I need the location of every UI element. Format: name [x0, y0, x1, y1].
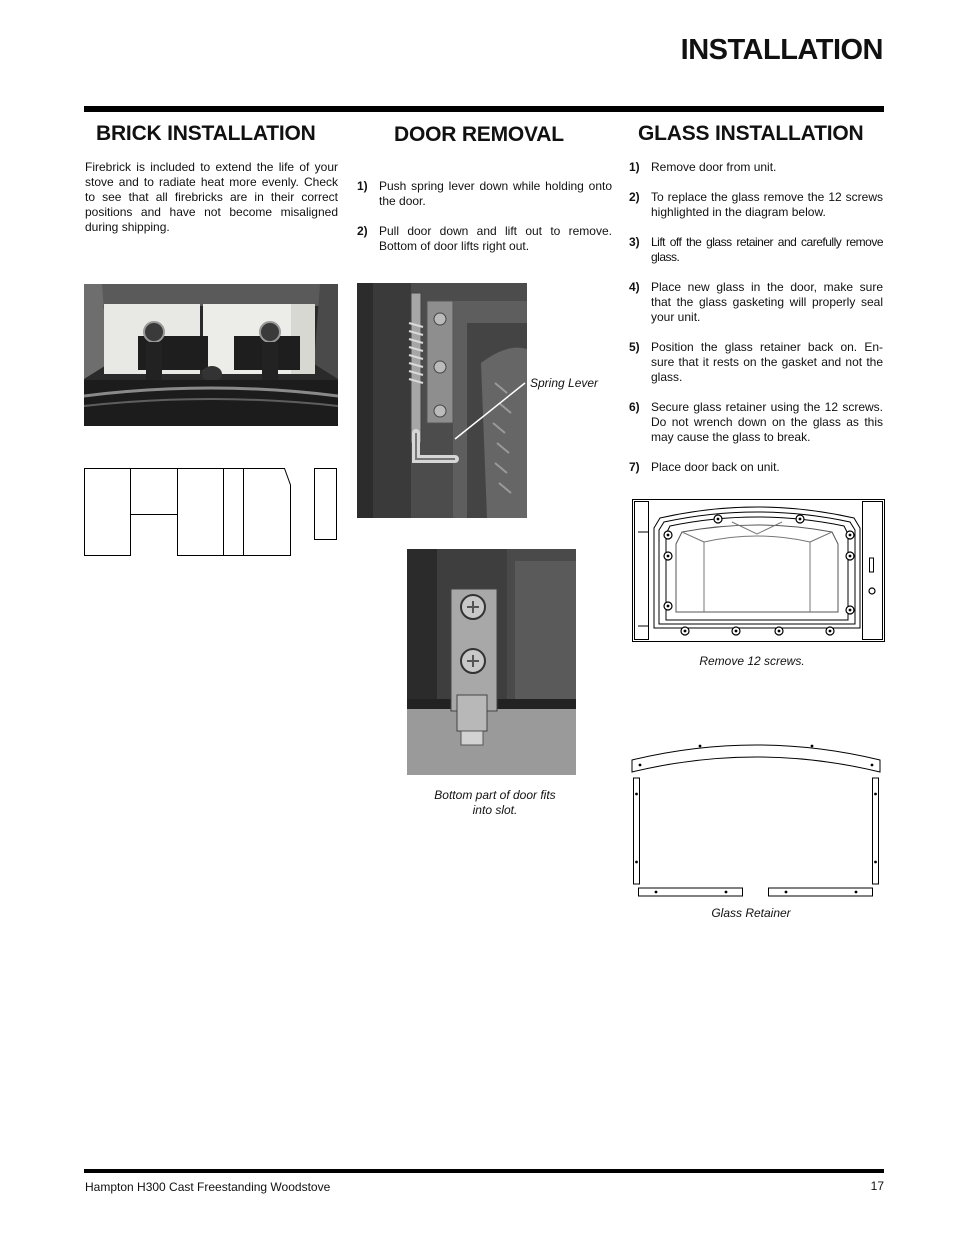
glass-step — [629, 280, 883, 325]
step-text: To replace the glass remove the 12 screws highlighted in the diagram below. — [651, 190, 883, 219]
firebrick-layout-diagram — [84, 467, 340, 559]
glass-step — [629, 160, 883, 175]
footer-title: Hampton H300 Cast Freestanding Woodstove — [85, 1180, 331, 1194]
glass-step — [629, 400, 883, 445]
step-text: Pull door down and lift out to remove. Bottom of door lifts right out. — [379, 224, 612, 253]
page-title: INSTALLATION — [680, 34, 883, 66]
door-step — [357, 179, 612, 209]
bottom-rule — [84, 1169, 884, 1173]
glass-step — [629, 340, 883, 385]
step-number: 7) — [629, 460, 640, 474]
step-number: 4) — [629, 280, 640, 294]
glass-step — [629, 460, 883, 475]
step-number: 2) — [629, 190, 640, 204]
step-number: 2) — [357, 224, 368, 238]
glass-retainer-caption: Glass Retainer — [711, 906, 791, 920]
step-number: 3) — [629, 235, 640, 249]
glass-retainer-diagram — [630, 738, 882, 900]
top-rule — [84, 106, 884, 112]
step-text: Secure glass retainer using the 12 screws. Do not wrench down on the glass as this may cause the glass to break. — [651, 400, 883, 444]
door-bottom-caption: Bottom part of door fits into slot. — [434, 788, 556, 817]
door-step — [357, 224, 612, 254]
step-text: Position the glass retainer back on. En-sure that it rests on the gasket and not the glass. — [651, 340, 883, 384]
brick-installation-text: Firebrick is included to extend the life of your stove and to radiate heat more evenly. Check to see that all firebricks are in their correct positions and have not become misaligned during shipping. — [85, 160, 338, 234]
step-text: Remove door from unit. — [651, 160, 777, 174]
glass-step — [629, 235, 883, 265]
remove-screws-caption: Remove 12 screws. — [699, 654, 805, 668]
glass-installation-steps — [629, 160, 883, 490]
step-number: 6) — [629, 400, 640, 414]
step-text: Lift off the glass retainer and carefully remove glass. — [651, 235, 883, 264]
page-number: 17 — [870, 1179, 884, 1193]
door-removal-steps — [357, 179, 612, 269]
glass-step — [629, 190, 883, 220]
door-screw-diagram — [632, 498, 886, 646]
spring-lever-photo — [357, 283, 527, 518]
firebrick-photo — [84, 284, 338, 426]
door-removal-heading: DOOR REMOVAL — [394, 123, 564, 146]
step-text: Place new glass in the door, make sure that the glass gasketing will properly seal your unit. — [651, 280, 883, 324]
step-number: 1) — [629, 160, 640, 174]
step-text: Place door back on unit. — [651, 460, 780, 474]
spring-lever-label: Spring Lever — [530, 376, 599, 390]
glass-installation-heading: GLASS INSTALLATION — [638, 122, 864, 145]
step-number: 5) — [629, 340, 640, 354]
step-text: Push spring lever down while holding onto the door. — [379, 179, 612, 208]
brick-installation-heading: BRICK INSTALLATION — [96, 122, 316, 145]
door-bottom-photo — [407, 549, 576, 775]
step-number: 1) — [357, 179, 368, 193]
